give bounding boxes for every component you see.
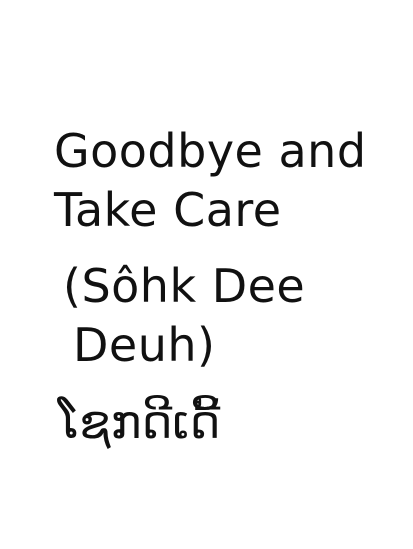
transliteration-line-2: Deuh) — [73, 318, 216, 372]
phrase-title-line-2: Take Care — [54, 183, 282, 237]
lao-script-text: ໂຊກດີເດີ້ — [58, 395, 221, 449]
phrase-title-line-1: Goodbye and — [54, 124, 367, 178]
transliteration-line-1: (Sôhk Dee — [63, 259, 306, 313]
